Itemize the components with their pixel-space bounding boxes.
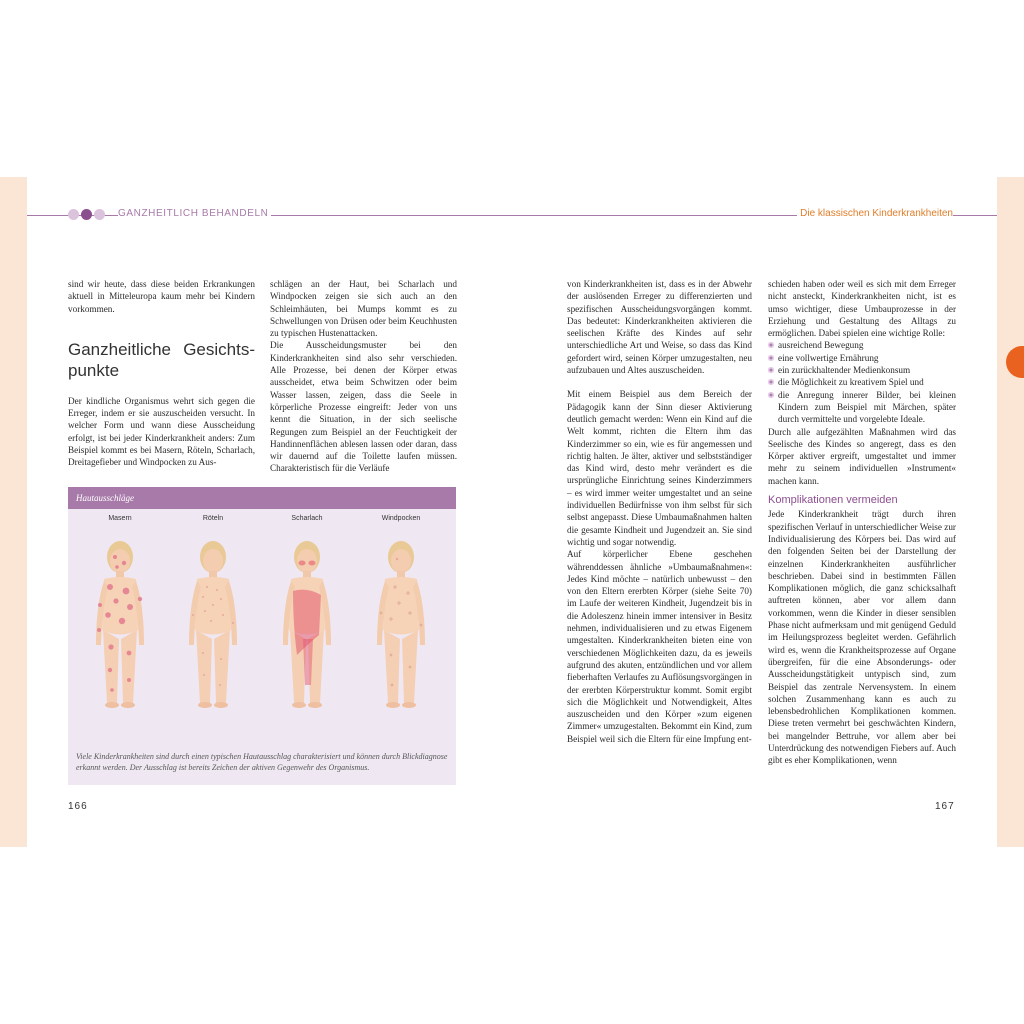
left-page-column-1 bbox=[68, 278, 255, 469]
paragraph: Der kindliche Organismus wehrt sich gegen die Erreger, indem er sie auszuscheiden versucht. In welcher Form und wann diese Ausscheidung erfolgt, ist bei jeder Kinderkrankheit anders: Zum Beispiel kommt es bei Masern, Röteln, Scharlach, Dreitagefieber und Windpocken zu Aus- bbox=[68, 395, 255, 468]
list-item: die Möglichkeit zu kreativem Spiel und bbox=[768, 376, 956, 388]
child-masern bbox=[96, 541, 144, 708]
child-scharlach bbox=[283, 541, 331, 708]
rash-figure bbox=[68, 487, 456, 785]
child-windpocken bbox=[377, 541, 425, 708]
paragraph: von Kinderkrankheiten ist, dass es in der Abwehr der auslösenden Erreger zu differenzierten und spezifischen Ausscheidungsvorgängen kommt. Das bedeutet: Kinderkrankheiten aktivieren die seelischen Kräfte des Kindes auf sehr unterschiedliche Art und Weise, so dass das Kind gefordert wird, seinen Körper umzugestalten, neu aufzubauen und Altes auszuscheiden. bbox=[567, 279, 752, 376]
figure-caption: Viele Kinderkrankheiten sind durch einen typischen Hautausschlag charakterisiert und können durch Blickdiagnose erkannt werden. Der Ausschlag ist bereits Zeichen der aktiven Gegenwehr des Organismus. bbox=[76, 752, 448, 772]
page-number-right: 167 bbox=[935, 801, 955, 812]
running-head-right: Die klassischen Kinderkrankheiten bbox=[797, 208, 953, 219]
figure-label-windpocken: Windpocken bbox=[381, 515, 421, 522]
paragraph: Jede Kinderkrankheit trägt durch ihren spezifischen Verlauf in unterschiedlicher Weise zur Individualisierung des Körpers bei. Das wird auf den folgenden Seiten bei der Darstellung der einzelnen Kinderkrankheiten ausführlicher beschrieben. Dabei sind in bestimmten Fällen Komplikationen möglich, die ganz schicksalhaft auftreten können, aber vor allem dann vorkommen, wenn die Kinder in dieser sensiblen Phase nicht aufmerksam und mit genügend Geduld im Heilungsprozess begleitet werden. Gefährlich wird es, wenn die Krankheitsprozesse auf Organe übergreifen, für die eine Absonderungs- oder Ausscheidungstätigkeit untypisch sind, zum Beispiel das zentrale Nervensystem. In einem solchen Zusammenhang kann es auch zu lebensbedrohlichen Komplikationen kommen. Diese treten vermehrt bei geschwächten Kindern, bei mangelnder Bettruhe, vor allem aber bei Unterdrückung des notwendigen Fiebers auf. Auch gibt es eher Komplikationen, wenn bbox=[768, 509, 956, 766]
child-roeteln bbox=[189, 541, 237, 708]
figure-label-masern: Masern bbox=[108, 515, 132, 522]
paragraph: sind wir heute, dass diese beiden Erkrankungen aktuell in Mitteleuropa kaum mehr bei Kindern vorkommen. bbox=[68, 279, 255, 314]
subheading: Komplikationen vermeiden bbox=[768, 494, 898, 507]
bullet-list bbox=[768, 339, 956, 425]
dot-icon bbox=[94, 209, 105, 220]
page-number-left: 166 bbox=[68, 801, 88, 812]
paragraph: Auf körperlicher Ebene geschehen währenddessen ähnliche »Umbaumaßnahmen«: Jedes Kind möchte – natürlich unbewusst – den von den Eltern ererbten Körper (siehe Seite 70) im Laufe der weiteren Kindheit, Jugendzeit bis in die Adoleszenz hinein immer intensiver in Besitz nehmen, individualisieren und zu etwas Eigenem umgestalten. Kinderkrankheiten bieten eine von verschiedenen Möglichkeiten dazu, da es jeweils aufgrund des akuten, entzündlichen und vor allem fieberhaften Verlaufes zu Auflösungsvorgängen in der ererbten Körperstruktur kommt. Somit ergibt sich die Möglichkeit und Notwendigkeit, Altes auszuscheiden und den Körper »zum eigenen Zimmer« umzugestalten. Bekommt ein Kind, zum Beispiel weil sich die Eltern für eine Impfung ent- bbox=[567, 549, 752, 744]
running-head-left: GANZHEITLICH BEHANDELN bbox=[118, 208, 271, 219]
paragraph: schlägen an der Haut, bei Scharlach und Windpocken zeigen sie sich auch an den Schleimhäuten, bei Mumps kommt es zu Schwellungen von Drüsen oder beim Keuchhusten zu typischen Hustenattacken. bbox=[270, 279, 457, 339]
figure-title: Hautausschläge bbox=[68, 487, 456, 509]
dot-icon bbox=[68, 209, 79, 220]
list-item: ein zurückhaltender Medienkonsum bbox=[768, 364, 956, 376]
paragraph: schieden haben oder weil es sich mit dem Erreger nicht ansteckt, Kinderkrankheiten nicht, ist es umso wichtiger, diese Umbauprozesse in der Erziehung und Gestaltung des Alltags zu ermöglichen. Dabei spielen eine wichtige Rolle: bbox=[768, 279, 956, 339]
list-item: ausreichend Bewegung bbox=[768, 339, 956, 351]
list-item: eine vollwertige Ernährung bbox=[768, 352, 956, 364]
children-illustration bbox=[68, 527, 456, 749]
paragraph: Die Ausscheidungsmuster bei den Kinderkrankheiten sind also sehr verschieden. Alle Prozesse, bei denen der Körper etwas ausscheidet, etwa beim Schwitzen oder beim Wasser lassen, zeigen, dass die Seele in körperliche Prozesse eingreift: Jeder von uns kennt die Situation, in der sich seelische Regungen zum Beispiel an der Feuchtigkeit der Handinnenflächen ablesen lassen oder daran, dass wir dauernd auf die Toilette laufen müssen. Charakteristisch für die Verläufe bbox=[270, 340, 457, 474]
section-heading: Ganzheitliche Gesichts-punkte bbox=[68, 339, 255, 380]
running-head-dots bbox=[68, 209, 105, 220]
book-spread bbox=[0, 177, 1024, 847]
right-page-column-1 bbox=[567, 278, 752, 745]
left-page-edge bbox=[0, 177, 27, 847]
dot-icon bbox=[81, 209, 92, 220]
figure-label-roeteln: Röteln bbox=[202, 515, 224, 522]
paragraph: Mit einem Beispiel aus dem Bereich der Pädagogik kann der Sinn dieser Aktivierung deutlich gemacht werden: Wenn ein Kind auf die Welt kommt, richten die Eltern ihm das Kinderzimmer so ein, wie es für angemessen und richtig halten. Je älter, aktiver und selbstständiger das Kind wird, desto mehr verändert es die ursprüngliche Einrichtung seines Kinderzimmers – es wird immer weiter umgestaltet und an seine individuellen Bedürfnisse von ihm selbst für sich selbst angepasst. Diese Umbaumaßnahmen halten die gesamte Kindheit und Jugendzeit an. Sie sind wichtig und sogar notwendig. bbox=[567, 389, 752, 547]
right-page-column-2 bbox=[768, 278, 956, 767]
list-item: die Anregung innerer Bilder, bei kleinen Kindern zum Beispiel mit Märchen, später durch vermittelte und vorgelebte Ideale. bbox=[768, 389, 956, 426]
right-page-edge bbox=[997, 177, 1024, 847]
figure-label-scharlach: Scharlach bbox=[291, 515, 323, 522]
paragraph: Durch alle aufgezählten Maßnahmen wird das Seelische des Kindes so angeregt, dass es den Körper aktiver ergreift, umgestaltet und immer mehr zu seinem individuellen »Instrument« machen kann. bbox=[768, 426, 956, 486]
left-page-column-2 bbox=[270, 278, 457, 475]
